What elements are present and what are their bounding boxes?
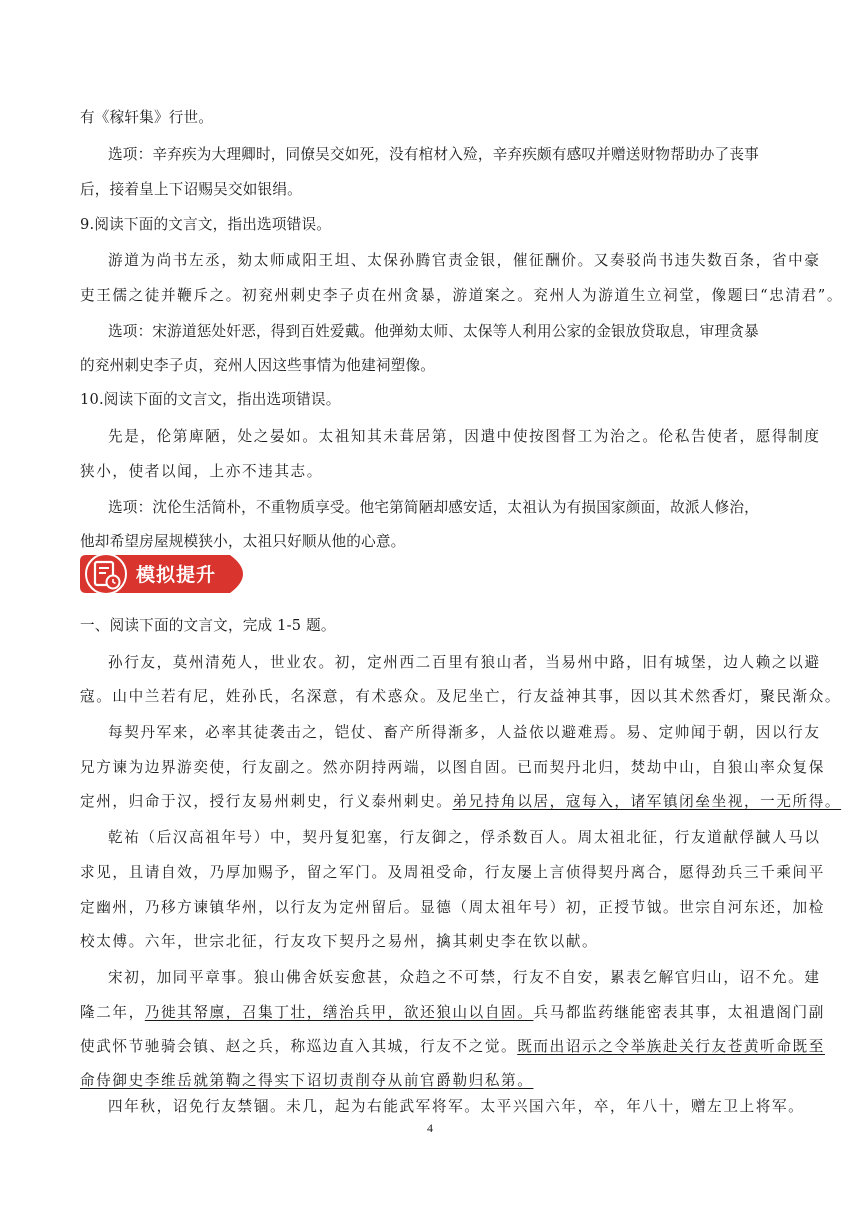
passage-line: 狭小，使者以闻，上亦不违其志。 <box>80 463 323 480</box>
option-text-continued: 的兖州刺史李子贞，兖州人因这些事情为他建祠塑像。 <box>80 357 436 374</box>
passage-line: 游道为尚书左丞，劾太师咸阳王坦、太保孙腾官责金银，催征酬价。又奏驳尚书违失数百条，省中豪 <box>108 252 821 269</box>
passage-line: 求见，且请自效，乃厚加赐予，留之军门。及周祖受命，行友屡上言侦得契丹离合，愿得劲兵三千乘间平 <box>80 864 825 881</box>
passage-line: 寇。山中兰若有尼，姓孙氏，名深意，有术惑众。及尼坐亡，行友益神其事，因以其术然香灯，聚民渐众。 <box>80 688 842 705</box>
section-instruction: 一、阅读下面的文言文，完成 1-5 题。 <box>80 617 336 634</box>
option-text: 选项：沈伦生活简朴，不重物质享受。他宅第简陋却感安适，太祖认为有损国家颜面，故派人修治， <box>108 499 759 516</box>
option-text-continued: 他却希望房屋规模狭小，太祖只好顺从他的心意。 <box>80 533 406 550</box>
passage-line: 定幽州，乃移方谏镇华州，以行友为定州留后。显德（周太祖年号）初，正授节钺。世宗自河东还，加检 <box>80 899 825 916</box>
passage-line: 先是，伦第庳陋，处之晏如。太祖知其未葺居第，因遣中使按图督工为治之。伦私告使者，愿得制度 <box>108 428 821 445</box>
passage-line <box>80 1071 786 1091</box>
section-banner <box>80 551 256 597</box>
passage-segment: 定州，归命于汉，授行友易州刺史，行义泰州刺史。 <box>80 793 453 810</box>
passage-line <box>80 1037 825 1057</box>
passage-line: 校太傅。六年，世宗北征，行友攻下契丹之易州，擒其刺史李在钦以献。 <box>80 933 599 950</box>
underlined-punctuation-passage: 既而出诏示之令举族赴关行友苍黄听命既至 <box>517 1038 825 1055</box>
section-title: 模拟提升 <box>136 564 217 586</box>
passage-line <box>80 792 842 812</box>
underlined-punctuation-passage: 命侍御史李维岳就第鞫之得实下诏切责削夺从前官爵勒归私第。 <box>80 1072 534 1089</box>
question-9-prompt: 9.阅读下面的文言文，指出选项错误。 <box>80 216 332 233</box>
text-line: 有《稼轩集》行世。 <box>80 109 214 126</box>
document-clock-icon <box>80 551 132 597</box>
passage-line: 孙行友，莫州清苑人，世业农。初，定州西二百里有狼山者，当易州中路，旧有城堡，边人赖之以避 <box>108 654 821 671</box>
passage-line: 宋初，加同平章事。狼山佛舍妖妄愈甚，众趋之不可禁，行友不自安，累表乞解官归山，诏不允。建 <box>108 969 821 986</box>
passage-segment: 兵马都监药继能密表其事，太祖遣阁门副 <box>533 1004 825 1021</box>
option-text: 选项：辛弃疾为大理卿时，同僚吴交如死，没有棺材入殓，辛弃疾颇有感叹并赠送财物帮助办了丧事 <box>108 146 759 163</box>
question-10-prompt: 10.阅读下面的文言文，指出选项错误。 <box>80 391 341 408</box>
passage-line: 四年秋，诏免行友禁锢。未几，起为右能武军将军。太平兴国六年，卒，年八十，赠左卫上将军。 <box>108 1098 805 1115</box>
passage-line: 兄方谏为边界游奕使，行友副之。然亦阴持两端，以图自固。已而契丹北归，焚劫中山，自狼山率众复保 <box>80 759 825 776</box>
passage-line <box>80 1003 825 1023</box>
passage-line: 吏王儒之徒并鞭斥之。初兖州刺史李子贞在州贪暴，游道案之。兖州人为游道生立祠堂，像题曰“忠清君”。 <box>80 287 844 304</box>
passage-segment: 使武怀节驰骑会镇、赵之兵，称巡边直入其城，行友不之觉。 <box>80 1038 518 1055</box>
underlined-sentence: 乃徙其帑廪，召集丁壮，缮治兵甲，欲还狼山以自固。 <box>144 1004 534 1021</box>
option-text-continued: 后，接着皇上下诏赐吴交如银绢。 <box>80 181 302 198</box>
passage-segment: 隆二年， <box>80 1004 145 1021</box>
passage-line: 乾祐（后汉高祖年号）中，契丹复犯塞，行友御之，俘杀数百人。周太祖北征，行友道献俘馘人马以 <box>108 829 821 846</box>
option-text: 选项：宋游道惩处奸恶，得到百姓爱戴。他弹劾太师、太保等人利用公家的金银放贷取息，审理贪暴 <box>108 323 759 340</box>
page-number: 4 <box>427 1121 433 1135</box>
passage-line: 每契丹军来，必率其徒袭击之，铠仗、畜产所得渐多，人益依以避难焉。易、定帅闻于朝，因以行友 <box>108 724 821 741</box>
underlined-sentence: 弟兄持角以居，寇每入，诸军镇闭垒坐视，一无所得。 <box>452 793 842 810</box>
